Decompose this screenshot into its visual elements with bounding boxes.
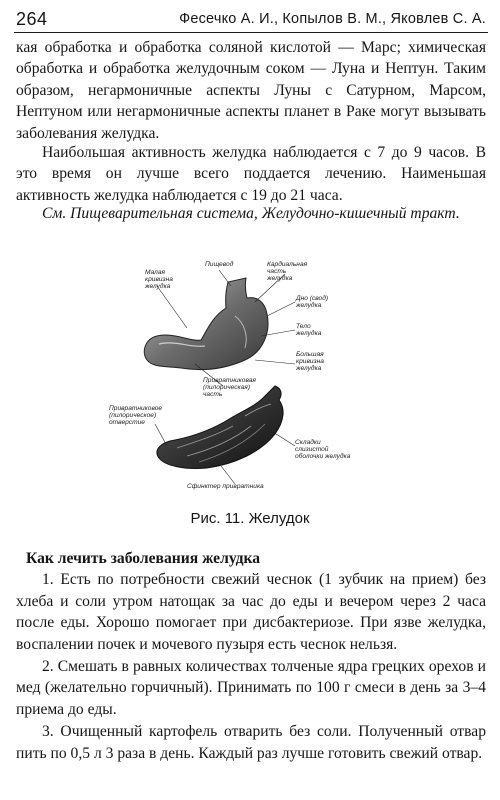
paragraph-intro bbox=[16, 37, 486, 144]
paragraph-see-also bbox=[16, 203, 486, 224]
label-lesser-curvature: Малая кривизна желудка bbox=[145, 269, 173, 290]
label-pyloric-opening: Привратниковое (пилорическое) отверстие bbox=[109, 405, 163, 426]
stomach-exterior-drawing bbox=[144, 278, 268, 370]
page-number: 264 bbox=[16, 9, 48, 29]
running-header bbox=[14, 6, 488, 33]
label-cardiac-part: Кардиальная часть желудка bbox=[267, 261, 308, 282]
paragraph-activity bbox=[16, 142, 486, 206]
paragraph-text: Наибольшая активность желудка наблюдается с 7 до 9 часов. В это время он лучше всего поддается лечению. Наименьшая активность желудка наблюдается с 19 до 21 часа. bbox=[16, 144, 486, 204]
authors-header: Фесечко А. И., Копылов В. М., Яковлев С. А. bbox=[179, 11, 486, 27]
list-item: 1. Есть по потребности свежий чеснок (1 зубчик на прием) без хлеба и соли утром натощак за час до еды и вечером через 2 часа после еды. Хорошо помогает при дисбактериозе. При язве желудка, воспалении почек и мочевого пузыря есть чеснок нельзя. bbox=[16, 571, 486, 653]
see-also-text: См. Пищеварительная система, Желудочно-кишечный тракт. bbox=[42, 205, 460, 222]
label-pyloric-part: Привратниковая (пилорическая) часть bbox=[203, 377, 256, 398]
label-mucosa-folds: Складки слизистой оболочки желудка bbox=[295, 439, 351, 460]
list-item: 3. Очищенный картофель отварить без соли. Полученный отвар пить по 0,5 л 3 раза в день. Каждый раз лучше готовить свежий отвар. bbox=[16, 723, 486, 762]
label-esophagus: Пищевод bbox=[205, 261, 234, 268]
label-greater-curvature: Большая кривизна желудка bbox=[296, 351, 324, 372]
label-body: Тело желудка bbox=[296, 323, 322, 337]
label-fundus: Дно (свод) желудка bbox=[296, 295, 329, 309]
treatment-section bbox=[16, 548, 486, 765]
stomach-illustration bbox=[95, 256, 415, 496]
list-item: 2. Смешать в равных количествах толченые ядра грецких орехов и мед (желательно горчичный). Принимать по 100 г смеси в день за 3–4 приема до еды. bbox=[16, 658, 486, 718]
figure-caption: Рис. 11. Желудок bbox=[190, 510, 310, 527]
paragraph-text: кая обработка и обработка соляной кислотой — Марс; химическая обработка и обработка желудочным соком — Луна и Нептун. Таким образом, негармоничные аспекты Луны с Сатурном, Марсом, Нептуном или негармоничные аспекты планет в Раке могут вызывать заболевания желудка. bbox=[16, 39, 486, 142]
label-pyloric-sphincter: Сфинктер привратника bbox=[187, 483, 264, 490]
section-heading: Как лечить заболевания желудка bbox=[26, 550, 261, 567]
stomach-interior-drawing bbox=[157, 386, 283, 469]
